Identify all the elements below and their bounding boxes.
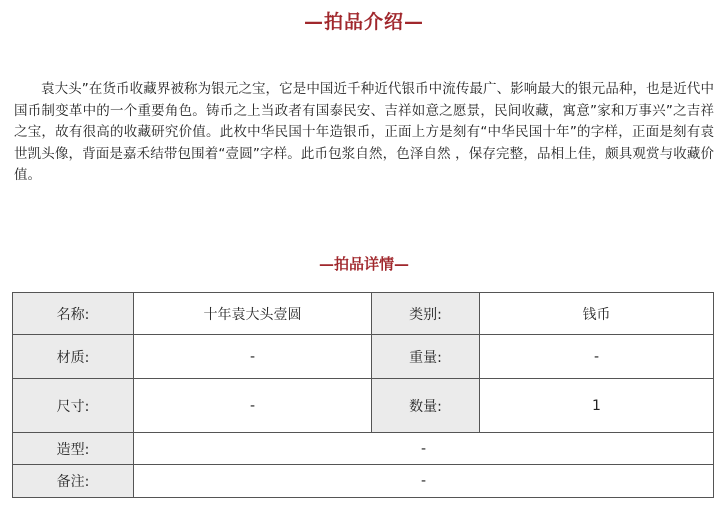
details-heading: —拍品详情—	[318, 255, 409, 273]
table-row	[13, 335, 714, 379]
table-row	[13, 293, 714, 335]
weight-label: 重量:	[372, 335, 480, 379]
intro-heading: —拍品介绍—	[303, 11, 424, 33]
quantity-label: 数量:	[372, 379, 480, 433]
size-value: -	[134, 379, 372, 433]
shape-value: -	[134, 433, 714, 465]
material-label: 材质:	[13, 335, 134, 379]
size-label: 尺寸:	[13, 379, 134, 433]
intro-description: 袁大头”在货币收藏界被称为银元之宝，它是中国近千种近代银币中流传最广、影响最大的银元品种，也是近代中国币制变革中的一个重要角色。铸币之上当政者有国泰民安、吉祥如意之愿景，民间收藏，寓意”家和万事兴”之吉祥之宝，故有很高的收藏研究价值。此枚中华民国十年造银币，正面上方是刻有“中华民国十年”的字样，正面是刻有袁世凯头像，背面是嘉禾结带包围着“壹圆”字样。此币包浆自然，色泽自然 ，保存完整，品相上佳，颇具观赏与收藏价值。	[14, 81, 714, 183]
name-value: 十年袁大头壹圆	[134, 293, 372, 335]
category-value: 钱币	[480, 293, 714, 335]
table-row	[13, 433, 714, 465]
table-row	[13, 465, 714, 498]
note-value: -	[134, 465, 714, 498]
shape-label: 造型:	[13, 433, 134, 465]
details-table	[12, 292, 714, 498]
note-label: 备注:	[13, 465, 134, 498]
name-label: 名称:	[13, 293, 134, 335]
table-row	[13, 379, 714, 433]
quantity-value: 1	[480, 379, 714, 433]
material-value: -	[134, 335, 372, 379]
category-label: 类别:	[372, 293, 480, 335]
weight-value: -	[480, 335, 714, 379]
